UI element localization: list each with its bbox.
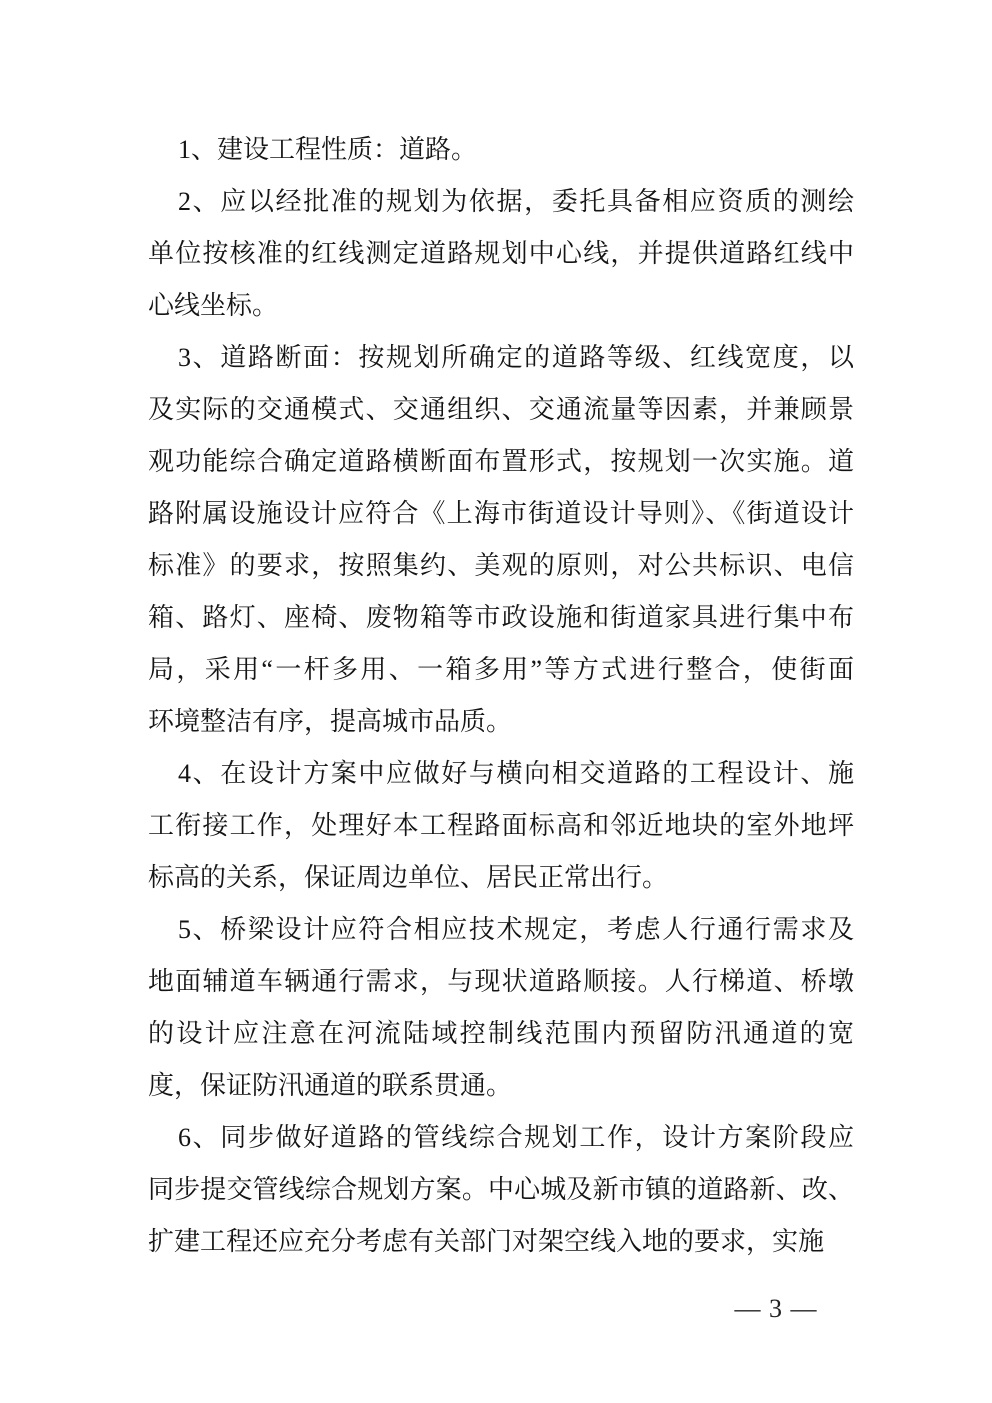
text-line: 及实际的交通模式、交通组织、交通流量等因素，并兼顾景 — [148, 395, 854, 424]
page-number — [696, 1283, 856, 1335]
text-line: 标准》的要求，按照集约、美观的原则，对公共标识、电信 — [148, 551, 854, 580]
text-line: 度，保证防汛通道的联系贯通。 — [148, 1071, 513, 1100]
text-line: 5、桥梁设计应符合相应技术规定，考虑人行通行需求及 — [178, 915, 854, 944]
text-line: 局，采用“一杆多用、一箱多用”等方式进行整合，使街面 — [148, 655, 854, 684]
text-line: 标高的关系，保证周边单位、居民正常出行。 — [148, 863, 669, 892]
text-line: 3、道路断面：按规划所确定的道路等级、红线宽度，以 — [178, 343, 854, 372]
text-line: 2、应以经批准的规划为依据，委托具备相应资质的测绘 — [178, 187, 854, 216]
document-body — [148, 124, 854, 1268]
text-line: 箱、路灯、座椅、废物箱等市政设施和街道家具进行集中布 — [148, 603, 854, 632]
text-line: 环境整洁有序，提高城市品质。 — [148, 707, 513, 736]
text-line: 的设计应注意在河流陆域控制线范围内预留防汛通道的宽 — [148, 1019, 854, 1048]
text-line: 观功能综合确定道路横断面布置形式，按规划一次实施。道 — [148, 447, 854, 476]
page-number-label: — 3 — — [734, 1294, 818, 1323]
text-line: 工衔接工作，处理好本工程路面标高和邻近地块的室外地坪 — [148, 811, 854, 840]
text-line: 1、建设工程性质：道路。 — [178, 135, 478, 164]
text-line: 同步提交管线综合规划方案。中心城及新市镇的道路新、改、 — [148, 1175, 854, 1204]
text-line: 心线坐标。 — [148, 291, 279, 320]
text-line: 4、在设计方案中应做好与横向相交道路的工程设计、施 — [178, 759, 854, 788]
text-line: 单位按核准的红线测定道路规划中心线，并提供道路红线中 — [148, 239, 854, 268]
text-line: 路附属设施设计应符合《上海市街道设计导则》、《街道设计 — [148, 499, 854, 528]
text-line: 地面辅道车辆通行需求，与现状道路顺接。人行梯道、桥墩 — [148, 967, 854, 996]
text-line: 扩建工程还应充分考虑有关部门对架空线入地的要求，实施 — [148, 1227, 825, 1256]
text-line: 6、同步做好道路的管线综合规划工作，设计方案阶段应 — [178, 1123, 854, 1152]
